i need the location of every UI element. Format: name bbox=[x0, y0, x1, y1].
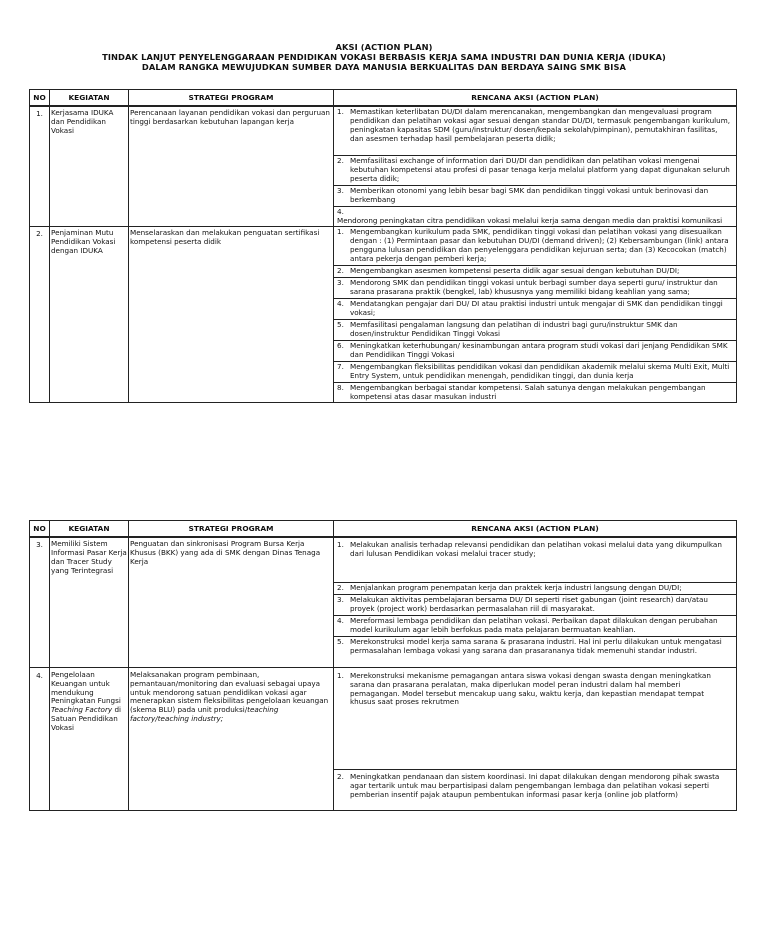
title-line-2: TINDAK LANJUT PENYELENGGARAAN PENDIDIKAN VOKASI BERBASIS KERJA SAMA INDUSTRI DAN DUNIA KERJA (IDUKA) bbox=[102, 52, 666, 62]
header-kegiatan: KEGIATAN bbox=[50, 521, 129, 538]
title-line-3: DALAM RANGKA MEWUJUDKAN SUMBER DAYA MANUSIA BERKUALITAS DAN BERDAYA SAING SMK BISA bbox=[141, 62, 627, 72]
header-rencana: RENCANA AKSI (ACTION PLAN) bbox=[334, 521, 737, 538]
rencana-item-text: Memastikan keterlibatan DU/DI dalam merencanakan, mengembangkan dan mengevaluasi program pendidikan dan pelatihan vokasi agar sesuai dengan standar DU/DI, termasuk pengembangan kurikulum, peningkatan kapasitas SDM (guru/instruktur/ dosen/kepala sekolah/pimpinan), pemutakhiran fasilitas, dan asesmen terhadap hasil pembelajaran peserta didik; bbox=[350, 107, 731, 143]
rencana-item bbox=[334, 537, 737, 583]
rencana-item-number: 1. bbox=[337, 670, 344, 680]
rencana-item bbox=[334, 106, 737, 156]
rencana-item-text: Mendatangkan pengajar dari DU/ DI atau praktisi industri untuk mengajar di SMK dan pendidikan tinggi vokasi; bbox=[350, 299, 723, 318]
rencana-item-number: 5. bbox=[337, 320, 344, 330]
title-line-1: AKSI (ACTION PLAN) bbox=[335, 42, 433, 52]
rencana-item-text: Merekonstruksi model kerja sama sarana & prasarana industri. Hal ini perlu dilakukan untuk mengatasi permasalahan lembaga vokasi yang sarana dan prasarananya tidak memenuhi standar industri. bbox=[350, 636, 722, 655]
table-row bbox=[30, 227, 737, 266]
rencana-item-number: 8. bbox=[337, 382, 344, 392]
rencana-item-text: Memfasilitasi exchange of information dari DU/DI dan pendidikan dan pelatihan vokasi mengenai kebutuhan kompetensi atau profesi di pasar tenaga kerja melalui platform yang dapat digunakan seluruh peserta didik; bbox=[350, 156, 730, 183]
rencana-item bbox=[334, 320, 737, 341]
rencana-item-text: Mengembangkan asesmen kompetensi peserta didik agar sesuai dengan kebutuhan DU/DI; bbox=[350, 266, 680, 276]
rencana-item-number: 2. bbox=[337, 583, 344, 592]
rencana-item-number: 7. bbox=[337, 361, 344, 371]
strategi-text-part: Melaksanakan program pembinaan, pemantauan/monitoring dan evaluasi sebagai upaya untuk mendorong satuan pendidikan vokasi agar menerapkan sistem fleksibilitas pengelolaan keuangan (skema BLU) pada unit produksi/ bbox=[130, 669, 329, 715]
strategi-text-italic: teaching factory/teaching industry; bbox=[130, 705, 279, 724]
rencana-item-number: 1. bbox=[337, 227, 344, 237]
rencana-item-number: 6. bbox=[337, 340, 344, 350]
rencana-item bbox=[334, 583, 737, 595]
header-rencana: RENCANA AKSI (ACTION PLAN) bbox=[334, 90, 737, 107]
row-number: 1. bbox=[30, 106, 50, 227]
rencana-item-text: Menjalankan program penempatan kerja dan praktek kerja industri langsung dengan DU/DI; bbox=[350, 583, 682, 592]
rencana-item-text: Mengembangkan kurikulum pada SMK, pendidikan tinggi vokasi dan pelatihan vokasi yang disesuaikan dengan : (1) Permintaan pasar dan kebutuhan DU/DI (demand driven); (2) Kebersambungan (link) antara pengguna lulusan pendidikan dan penyelenggara pendidikan kejuruan serta; dan (3) Kecocokan (match) antara pekerja dengan pemberi kerja; bbox=[350, 227, 729, 264]
rencana-item-text: Mendorong SMK dan pendidikan tinggi vokasi untuk berbagi sumber daya seperti guru/ instruktur dan sarana prasarana praktik (bengkel, lab) khususnya yang memiliki bidang keahlian yang sama; bbox=[350, 278, 718, 297]
rencana-item bbox=[334, 595, 737, 616]
rencana-item bbox=[334, 278, 737, 299]
rencana-item bbox=[334, 667, 737, 769]
rencana-item-number: 2. bbox=[337, 156, 344, 165]
row-number: 2. bbox=[30, 227, 50, 403]
kegiatan-text-part: di Satuan Pendidikan Vokasi bbox=[51, 705, 122, 733]
rencana-item-number: 4. bbox=[337, 206, 344, 216]
rencana-item-number: 3. bbox=[337, 278, 344, 288]
rencana-item-number: 2. bbox=[337, 771, 344, 781]
table-header-row bbox=[30, 90, 737, 107]
header-strategi: STRATEGI PROGRAM bbox=[129, 90, 334, 107]
rencana-item bbox=[334, 361, 737, 382]
action-plan-table-2 bbox=[29, 520, 737, 811]
rencana-item-text: Melakukan analisis terhadap relevansi pendidikan dan pelatihan vokasi melalui data yang dikumpulkan dari lulusan Pendidikan vokasi melalui tracer study; bbox=[350, 540, 722, 558]
rencana-item-text: Mendorong peningkatan citra pendidikan vokasi melalui kerja sama dengan media dan praktisi komunikasi bbox=[337, 215, 723, 225]
rencana-item-number: 5. bbox=[337, 636, 344, 646]
header-no: NO bbox=[30, 90, 50, 107]
strategi-cell: Menselaraskan dan melakukan penguatan sertifikasi kompetensi peserta didik bbox=[129, 227, 334, 403]
rencana-item-text: Memfasilitasi pengalaman langsung dan pelatihan di industri bagi guru/instruktur SMK dan dosen/instruktur Pendidikan Tinggi Vokasi bbox=[350, 320, 678, 338]
rencana-item-number: 2. bbox=[337, 266, 344, 276]
rencana-item-text: Meningkatkan keterhubungan/ kesinambungan antara program studi vokasi dari jenjang Pendidikan SMK dan Pendidikan Tinggi Vokasi bbox=[350, 340, 728, 359]
rencana-item-number: 1. bbox=[337, 540, 344, 549]
row-number: 4. bbox=[30, 667, 50, 810]
strategi-cell: Penguatan dan sinkronisasi Program Bursa Kerja Khusus (BKK) yang ada di SMK dengan Dinas Tenaga Kerja bbox=[129, 537, 334, 667]
rencana-item-number: 3. bbox=[337, 185, 344, 195]
rencana-item bbox=[334, 769, 737, 810]
document-title-block bbox=[0, 42, 768, 72]
rencana-item bbox=[334, 185, 737, 206]
rencana-item bbox=[334, 266, 737, 278]
strategi-cell: Perencanaan layanan pendidikan vokasi dan perguruan tinggi berdasarkan kebutuhan lapangan kerja bbox=[129, 106, 334, 227]
rencana-item-text: Mengembangkan fleksibilitas pendidikan vokasi dan pendidikan akademik melalui skema Multi Exit, Multi Entry System, untuk pendidikan menengah, pendidikan tinggi, dan dunia kerja bbox=[350, 361, 730, 380]
rencana-item-text: Memberikan otonomi yang lebih besar bagi SMK dan pendidikan tinggi vokasi untuk berinovasi dan berkembang bbox=[350, 185, 709, 204]
header-kegiatan: KEGIATAN bbox=[50, 90, 129, 107]
kegiatan-cell: Memiliki Sistem Informasi Pasar Kerja dan Tracer Study yang Terintegrasi bbox=[50, 537, 129, 667]
rencana-item-number: 4. bbox=[337, 615, 344, 625]
rencana-item-text: Melakukan aktivitas pembelajaran bersama DU/ DI seperti riset gabungan (joint research) dan/atau proyek (project work) berdasarkan permasalahan riil di masyarakat. bbox=[350, 595, 708, 613]
rencana-item bbox=[334, 227, 737, 266]
rencana-item-number: 4. bbox=[337, 299, 344, 309]
header-no: NO bbox=[30, 521, 50, 538]
kegiatan-cell: Kerjasama IDUKA dan Pendidikan Vokasi bbox=[50, 106, 129, 227]
rencana-item-text: Mereformasi lembaga pendidikan dan pelatihan vokasi. Perbaikan dapat dilakukan dengan perubahan model kurikulum agar lebih berfokus pada mata pelajaran bermuatan keahlian. bbox=[350, 615, 718, 634]
header-strategi: STRATEGI PROGRAM bbox=[129, 521, 334, 538]
rencana-item bbox=[334, 299, 737, 320]
table-row bbox=[30, 106, 737, 156]
rencana-item-number: 1. bbox=[337, 107, 344, 116]
strategi-cell bbox=[129, 667, 334, 810]
rencana-item bbox=[334, 340, 737, 361]
rencana-item-number: 3. bbox=[337, 595, 344, 604]
rencana-item bbox=[334, 636, 737, 667]
rencana-item bbox=[334, 206, 737, 227]
table-row bbox=[30, 667, 737, 769]
rencana-item bbox=[334, 382, 737, 403]
rencana-item bbox=[334, 615, 737, 636]
table-row bbox=[30, 537, 737, 583]
rencana-item-text: Meningkatkan pendanaan dan sistem koordinasi. Ini dapat dilakukan dengan mendorong pihak swasta agar tertarik untuk mau berpartisipasi dalam pengembangan lembaga dan pelatihan vokasi seperti pemberian insentif pajak ataupun pembentukan informasi pasar kerja (online job platform) bbox=[350, 771, 720, 799]
action-plan-table-1 bbox=[29, 89, 737, 403]
rencana-item bbox=[334, 156, 737, 186]
kegiatan-cell bbox=[50, 667, 129, 810]
table-header-row bbox=[30, 521, 737, 538]
kegiatan-text-part: Pengelolaan Keuangan untuk mendukung Peningkatan Fungsi bbox=[51, 669, 121, 706]
kegiatan-cell: Penjaminan Mutu Pendidikan Vokasi dengan IDUKA bbox=[50, 227, 129, 403]
kegiatan-text-italic: Teaching Factory bbox=[51, 705, 113, 715]
row-number: 3. bbox=[30, 537, 50, 667]
rencana-item-text: Merekonstruksi mekanisme pemagangan antara siswa vokasi dengan swasta dengan meningkatkan sarana dan prasarana peralatan, maka diperlukan model peran industri dalam hal memberi pemagangan. Model tersebut mencakup uang saku, waktu kerja, dan kepastian mendapat tempat khusus saat proses rekrutmen bbox=[350, 670, 711, 707]
rencana-item-text: Mengembangkan berbagai standar kompetensi. Salah satunya dengan melakukan pengembangan kompetensi atas dasar masukan industri bbox=[350, 382, 706, 401]
